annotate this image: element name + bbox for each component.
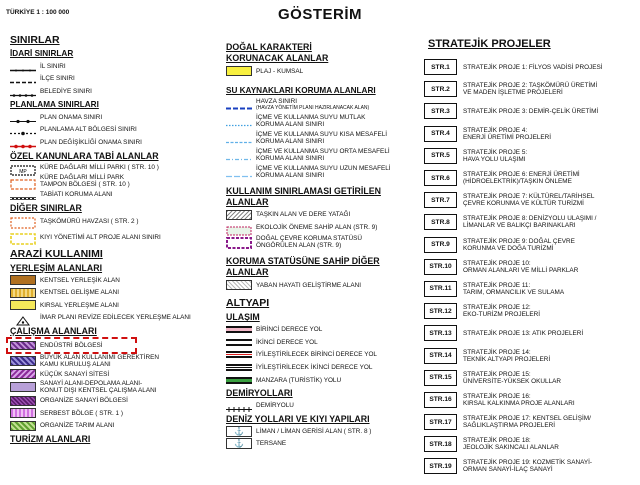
legend-label: TAŞKÖMÜRÜ HAVZASI ( STR. 2 ) bbox=[40, 218, 139, 226]
strategic-project-label: STRATEJİK PROJE 7: KÜLTÜREL/TARİHSEL ÇEVRE KORUNMA VE KÜLTÜR TURİZMİ bbox=[463, 193, 595, 208]
legend-label: SANAYİ ALANI-DEPOLAMA ALANI- KONUT DIŞI KENTSEL ÇALIŞMA ALANI bbox=[40, 380, 157, 395]
strategic-project-row bbox=[424, 256, 636, 278]
strategic-project-code: STR.16 bbox=[424, 392, 457, 408]
legend-item bbox=[10, 188, 220, 201]
legend-item bbox=[10, 60, 220, 73]
strategic-project-row bbox=[424, 322, 636, 344]
legend-label: HAVZA SINIRI (HAVZA YÖNETİM PLANI HAZIRLANACAK ALAN) bbox=[256, 97, 370, 111]
revize-triangle-icon bbox=[10, 313, 36, 322]
map-scale: TÜRKİYE 1 : 100 000 bbox=[6, 9, 70, 16]
strategic-project-label: STRATEJİK PROJE 1: FİLYOS VADİSİ PROJESİ bbox=[463, 63, 603, 71]
symbol-mutlak-koruma bbox=[226, 117, 252, 126]
strategic-project-code: STR.19 bbox=[424, 458, 457, 474]
strategic-project-code: STR.1 bbox=[424, 59, 457, 75]
strategic-project-code: STR.5 bbox=[424, 148, 457, 164]
legend-label: EKOLOJİK ÖNEME SAHİP ALAN (STR. 9) bbox=[256, 223, 378, 231]
subsection-heading: ÖZEL KANUNLARA TABİ ALANLAR bbox=[10, 150, 159, 161]
symbol-belediye-boundary bbox=[10, 87, 36, 96]
symbol-sanayi-depolama bbox=[10, 382, 36, 392]
legend-label: MANZARA (TURİSTİK) YOLU bbox=[256, 376, 342, 384]
legend-label: PLAN ONAMA SINIRI bbox=[40, 113, 103, 121]
strategic-project-row bbox=[424, 189, 636, 211]
strategic-project-label: STRATEJİK PROJE 15: ÜNİVERSİTE-YÜKSEK OKULLAR bbox=[463, 370, 562, 385]
legend-item bbox=[226, 164, 416, 181]
strategic-project-label: STRATEJİK PROJE 9: DOĞAL ÇEVRE KORUNMA VE DOĞA TURİZMİ bbox=[463, 237, 575, 252]
strategic-project-code: STR.8 bbox=[424, 214, 457, 230]
strategic-project-row bbox=[424, 433, 636, 455]
legend-label: DOĞAL ÇEVRE KORUMA STATÜSÜ ÖNGÖRÜLEN ALAN (STR. 9) bbox=[256, 235, 363, 250]
subsection-heading: SU KAYNAKLARI KORUMA ALANLARI bbox=[226, 85, 376, 95]
symbol-taskin-alan bbox=[226, 210, 252, 220]
legend-label: PLAN DEĞİŞİKLİĞİ ONAMA SINIRI bbox=[40, 138, 142, 146]
section-heading: SINIRLAR bbox=[10, 34, 60, 46]
strategic-project-label: STRATEJİK PROJE 4: ENERJİ ÜRETİMİ PROJELERİ bbox=[463, 126, 552, 141]
strategic-project-row bbox=[424, 78, 636, 100]
section-heading: ARAZİ KULLANIMI bbox=[10, 247, 103, 260]
legend-label: ENDÜSTRİ BÖLGESİ bbox=[40, 341, 103, 349]
legend-label: YABAN HAYATI GELİŞTİRME ALANI bbox=[256, 281, 361, 289]
legend-label: KÜRE DAĞLARI MİLLİ PARK TAMPON BÖLGESİ ( STR. 10 ) bbox=[40, 174, 130, 189]
legend-item bbox=[226, 97, 416, 113]
legend-label: İÇME VE KULLANMA SUYU UZUN MESAFELİ KORUMA ALANI SINIRI bbox=[256, 165, 391, 180]
symbol-kisa-mesafe bbox=[226, 134, 252, 143]
legend-item bbox=[10, 407, 220, 420]
strategic-project-code: STR.7 bbox=[424, 192, 457, 208]
strategic-project-row bbox=[424, 278, 636, 300]
strategic-project-row bbox=[424, 455, 636, 477]
strategic-project-code: STR.18 bbox=[424, 436, 457, 452]
legend-label: TABİATI KORUMA ALANI bbox=[40, 190, 113, 198]
strategic-project-code: STR.14 bbox=[424, 348, 457, 364]
legend-item-highlighted bbox=[6, 337, 137, 354]
legend-label: BİRİNCİ DERECE YOL bbox=[256, 326, 323, 334]
strategic-project-label: STRATEJİK PROJE 3: DEMİR-ÇELİK ÜRETİMİ bbox=[463, 107, 599, 115]
strategic-project-label: STRATEJİK PROJE 14: TEKNİK ALTYAPI PROJELERİ bbox=[463, 348, 551, 363]
legend-item bbox=[10, 312, 220, 325]
symbol-ilce-boundary bbox=[10, 74, 36, 83]
strategic-project-code: STR.10 bbox=[424, 259, 457, 275]
legend-item bbox=[10, 73, 220, 86]
symbol-manzara-yolu bbox=[226, 377, 252, 384]
legend-item bbox=[10, 230, 220, 246]
strategic-project-label: STRATEJİK PROJE 13: ATIK PROJELERİ bbox=[463, 329, 584, 337]
legend-item bbox=[10, 286, 220, 299]
symbol-milli-park bbox=[10, 163, 36, 176]
legend-label: BELEDİYE SINIRI bbox=[40, 87, 92, 95]
legend-title: GÖSTERİM bbox=[277, 6, 362, 23]
strategic-project-label: STRATEJİK PROJE 6: ENERJİ ÜRETİMİ (HİDROELEKTRİK)/TAŞKIN ÖNLEME bbox=[463, 171, 580, 186]
subsection-heading: ÇALIŞMA ALANLARI bbox=[10, 326, 97, 337]
legend-item bbox=[10, 214, 220, 230]
strategic-project-row bbox=[424, 344, 636, 366]
subsection-heading: DİĞER SINIRLAR bbox=[10, 202, 82, 213]
section-heading: ALTYAPI bbox=[226, 297, 270, 310]
strategic-project-label: STRATEJİK PROJE 19: KOZMETİK SANAYİ- ORMAN SANAYİ-İLAÇ SANAYİ bbox=[463, 459, 593, 474]
symbol-kentsel-yerlesik bbox=[10, 275, 36, 285]
legend-item bbox=[10, 85, 220, 98]
legend-item bbox=[226, 113, 416, 130]
legend-label: İÇME VE KULLANMA SUYU MUTLAK KORUMA ALANI SINIRI bbox=[256, 114, 366, 129]
subsection-heading: ULAŞIM bbox=[226, 312, 260, 323]
legend-label: İYİLEŞTİRİLECEK İKİNCİ DERECE YOL bbox=[256, 363, 373, 371]
legend-label: KENTSEL YERLEŞİK ALAN bbox=[40, 276, 120, 284]
subsection-heading: DENİZ YOLLARI VE KIYI YAPILARI bbox=[226, 413, 370, 424]
symbol-kucuk-sanayi bbox=[10, 369, 36, 379]
strategic-project-list bbox=[424, 56, 636, 478]
legend-item bbox=[10, 420, 220, 433]
symbol-birinci-yol bbox=[226, 326, 252, 333]
strategic-project-code: STR.4 bbox=[424, 126, 457, 142]
strategic-project-row bbox=[424, 411, 636, 433]
symbol-iyilestirilecek-ikinci bbox=[226, 364, 252, 371]
subsection-heading: TURİZM ALANLARI bbox=[10, 434, 91, 445]
strategic-project-code: STR.17 bbox=[424, 414, 457, 430]
symbol-plan-degisikligi bbox=[10, 138, 36, 147]
strategic-project-code: STR.15 bbox=[424, 370, 457, 386]
subsection-heading: KULLANIM SINIRLAMASI GETİRİLEN ALANLAR bbox=[226, 185, 381, 207]
legend-item bbox=[226, 279, 416, 292]
strategic-project-row bbox=[424, 389, 636, 411]
legend-label: BÜYÜK ALAN KULLANIMI GEREKTİREN KAMU KURULUŞ ALANI bbox=[40, 353, 159, 368]
strategic-project-row bbox=[424, 100, 636, 122]
subsection-heading: YERLEŞİM ALANLARI bbox=[10, 262, 103, 273]
legend-item bbox=[226, 323, 416, 336]
symbol-il-boundary bbox=[10, 62, 36, 71]
legend-item bbox=[226, 221, 416, 234]
legend-item bbox=[226, 65, 416, 78]
strategic-project-code: STR.13 bbox=[424, 325, 457, 341]
legend-label: İLÇE SINIRI bbox=[40, 75, 75, 83]
symbol-tabiat-koruma bbox=[10, 190, 36, 199]
legend-label: LİMAN / LİMAN GERİSİ ALAN ( STR. 8 ) bbox=[256, 427, 372, 435]
strategic-project-row bbox=[424, 211, 636, 233]
strategic-project-code: STR.9 bbox=[424, 237, 457, 253]
subsection-heading: PLANLAMA SINIRLARI bbox=[10, 99, 99, 109]
legend-item bbox=[226, 336, 416, 349]
strategic-project-label: STRATEJİK PROJE 11: TARIM, ORMANCILIK VE SULAMA bbox=[463, 281, 565, 296]
strategic-project-row bbox=[424, 234, 636, 256]
strategic-project-row bbox=[424, 167, 636, 189]
symbol-havza-siniri bbox=[226, 100, 252, 109]
legend-item bbox=[10, 299, 220, 312]
legend-item bbox=[226, 130, 416, 147]
strategic-project-label: STRATEJİK PROJE 2: TAŞKÖMÜRÜ ÜRETİMİ VE MADEN İŞLETME PROJELERİ bbox=[463, 82, 598, 97]
symbol-kiyi-yonetimi bbox=[10, 232, 36, 244]
legend-label: KÜÇÜK SANAYİ SİTESİ bbox=[40, 370, 110, 378]
subsection-heading: DOĞAL KARAKTERİ KORUNACAK ALANLAR bbox=[226, 42, 329, 63]
strategic-project-code: STR.12 bbox=[424, 303, 457, 319]
legend-item bbox=[226, 361, 416, 374]
legend-item bbox=[226, 425, 416, 438]
symbol-demiryolu bbox=[226, 401, 252, 410]
symbol-organize-tarim bbox=[10, 421, 36, 431]
shipyard-icon: ⚓ bbox=[226, 438, 252, 449]
symbol-plan-onama bbox=[10, 113, 36, 122]
symbol-yaban-hayati bbox=[226, 280, 252, 290]
symbol-orta-mesafe bbox=[226, 151, 252, 160]
symbol-taskomuru-havzasi bbox=[10, 216, 36, 228]
strategic-project-code: STR.11 bbox=[424, 281, 457, 297]
strategic-project-code: STR.2 bbox=[424, 81, 457, 97]
symbol-ikinci-yol bbox=[226, 339, 252, 346]
legend-item bbox=[226, 399, 416, 412]
legend-label: İYİLEŞTİRİLECEK BİRİNCİ DERECE YOL bbox=[256, 351, 377, 359]
legend-label: İL SINIRI bbox=[40, 62, 66, 70]
strategic-project-code: STR.6 bbox=[424, 170, 457, 186]
legend-label: İKİNCİ DERECE YOL bbox=[256, 338, 318, 346]
strategic-project-label: STRATEJİK PROJE 17: KENTSEL GELİŞİM/ SAĞLIKLAŞTIRMA PROJELERİ bbox=[463, 415, 591, 430]
symbol-plaj bbox=[226, 66, 252, 76]
section-heading: STRATEJİK PROJELER bbox=[428, 38, 551, 50]
legend-item bbox=[10, 274, 220, 287]
strategic-project-label: STRATEJİK PROJE 8: DENİZYOLU ULAŞIMI / LİMANLAR VE BALIKÇI BARINAKLARI bbox=[463, 215, 597, 230]
subsection-heading: DEMİRYOLLARI bbox=[226, 388, 293, 399]
legend-column-2 bbox=[226, 40, 416, 450]
anchor-icon: ⚓ bbox=[226, 426, 252, 437]
symbol-kamu-kurulus bbox=[10, 356, 36, 366]
symbol-organize-sanayi bbox=[10, 396, 36, 406]
legend-item bbox=[10, 368, 220, 381]
legend-item bbox=[10, 354, 220, 368]
legend-column-3 bbox=[424, 36, 636, 478]
legend-label: DEMİRYOLU bbox=[256, 402, 294, 410]
legend-label: KENTSEL GELİŞME ALANI bbox=[40, 289, 119, 297]
strategic-project-label: STRATEJİK PROJE 10: ORMAN ALANLARI VE MİLLİ PARKLAR bbox=[463, 259, 579, 274]
strategic-project-code: STR.3 bbox=[424, 103, 457, 119]
legend-label: PLANLAMA ALT BÖLGESİ SINIRI bbox=[40, 126, 137, 134]
strategic-project-row bbox=[424, 300, 636, 322]
symbol-serbest-bolge bbox=[10, 408, 36, 418]
strategic-project-row bbox=[424, 56, 636, 78]
legend-column-1 bbox=[10, 32, 220, 445]
legend-label: TERSANE bbox=[256, 440, 287, 448]
subsection-heading: KORUMA STATÜSÜNE SAHİP DİĞER ALANLAR bbox=[226, 255, 380, 277]
legend-item bbox=[10, 136, 220, 149]
symbol-tampon-bolge bbox=[10, 177, 36, 186]
symbol-iyilestirilecek-birinci bbox=[226, 351, 252, 358]
subsection-heading: İDARİ SINIRLAR bbox=[10, 49, 74, 58]
legend-item bbox=[10, 380, 220, 394]
legend-label: İMAR PLANI REVİZE EDİLECEK YERLEŞME ALANI bbox=[40, 314, 191, 322]
strategic-project-label: STRATEJİK PROJE 18: JEOLOJİK SAKINCALI ALANLAR bbox=[463, 437, 559, 452]
legend-item bbox=[226, 147, 416, 164]
symbol-alt-bolge bbox=[10, 125, 36, 134]
strategic-project-label: STRATEJİK PROJE 16: KIRSAL KALKINMA PROJE ALANLARI bbox=[463, 392, 575, 407]
legend-label: PLAJ - KUMSAL bbox=[256, 67, 304, 75]
legend-label: İÇME VE KULLANMA SUYU KISA MESAFELİ KORUMA ALANI SINIRI bbox=[256, 131, 388, 146]
legend-item bbox=[226, 209, 416, 222]
legend-item bbox=[10, 123, 220, 136]
symbol-ekolojik-alan bbox=[226, 223, 252, 232]
legend-label: KIRSAL YERLEŞME ALANI bbox=[40, 301, 119, 309]
symbol-endustri bbox=[10, 341, 36, 350]
legend-item bbox=[226, 234, 416, 251]
legend-item bbox=[10, 162, 220, 175]
symbol-dogal-cevre bbox=[226, 236, 252, 248]
strategic-project-label: STRATEJİK PROJE 5: HAVA YOLU ULAŞIMI bbox=[463, 148, 528, 163]
legend-item bbox=[226, 349, 416, 362]
legend-label: ORGANİZE TARIM ALANI bbox=[40, 422, 115, 430]
svg-text:MP: MP bbox=[19, 169, 27, 176]
legend-item bbox=[10, 111, 220, 124]
legend-label: İÇME VE KULLANMA SUYU ORTA MESAFELİ KORUMA ALANI SINIRI bbox=[256, 148, 390, 163]
symbol-kirsal-yerlesme bbox=[10, 300, 36, 310]
legend-label: TAŞKIN ALAN VE DERE YATAĞI bbox=[256, 211, 351, 219]
strategic-project-row bbox=[424, 123, 636, 145]
symbol-kentsel-gelisme bbox=[10, 288, 36, 298]
legend-item bbox=[10, 174, 220, 188]
symbol-uzun-mesafe bbox=[226, 168, 252, 177]
legend-item bbox=[226, 374, 416, 387]
strategic-project-row bbox=[424, 145, 636, 167]
legend-label: KÜRE DAĞLARI MİLLİ PARKI ( STR. 10 ) bbox=[40, 164, 159, 172]
legend-label: ORGANİZE SANAYİ BÖLGESİ bbox=[40, 397, 128, 405]
strategic-project-row bbox=[424, 367, 636, 389]
legend-item bbox=[10, 394, 220, 407]
strategic-project-label: STRATEJİK PROJE 12: EKO-TURİZM PROJELERİ bbox=[463, 304, 541, 319]
legend-label: KIYI YÖNETİMİ ALT PROJE ALANI SINIRI bbox=[40, 234, 161, 242]
legend-label: SERBEST BÖLGE ( STR. 1 ) bbox=[40, 409, 123, 417]
legend-item bbox=[226, 438, 416, 451]
